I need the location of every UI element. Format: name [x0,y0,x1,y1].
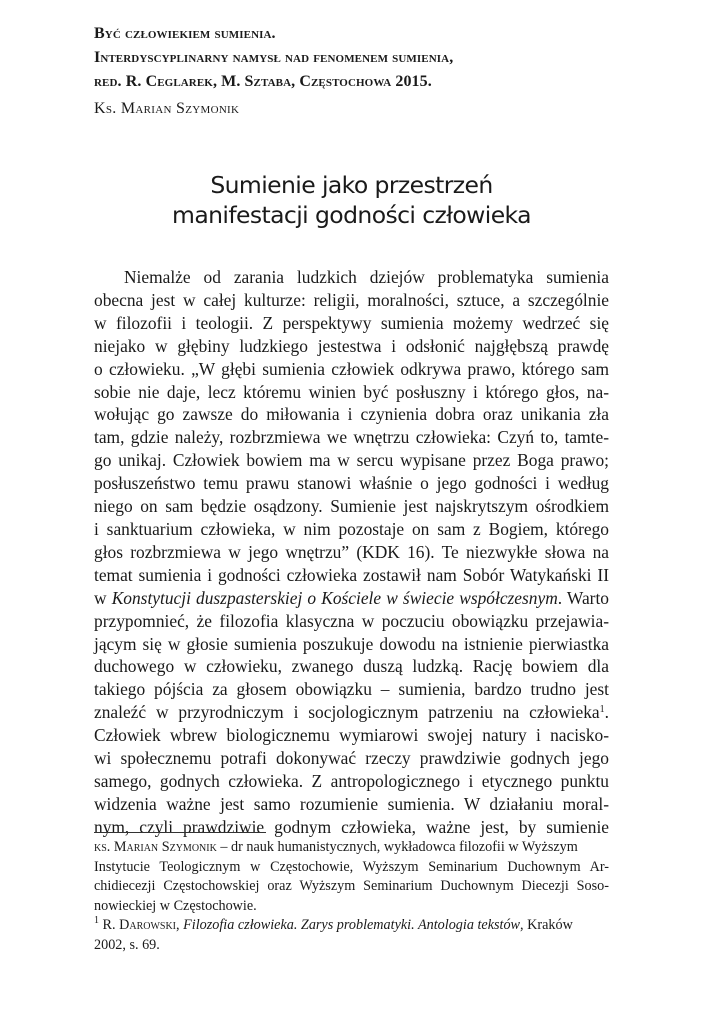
body-line: jącym się w głosie sumienia poszukuje dowodu na istnienie pierwiastka [94,633,609,654]
book-editors: red. R. Ceglarek, M. Sztaba, Częstochowa 2015. [94,73,432,90]
body-text-fragment: znaleźć w przyrodniczym i socjologicznym patrzeniu na człowieka [94,702,600,723]
body-line: takiego pójścia za głosem obowiązku – sumienia, bardzo trudno jest [94,679,609,700]
title-line-2: manifestacji godności człowieka [172,201,531,229]
footnotes [94,838,609,955]
author-note-text: – dr nauk humanistycznych, wykładowca filozofii w Wyższym [216,839,578,855]
title-line-1: Sumienie jako przestrzeń [210,171,493,199]
body-line-footnote-ref [94,701,609,724]
body-line: i sanktuarium człowieka, w nim pozostaje on sam z Bogiem, którego [94,518,609,539]
article-title [94,170,609,230]
footnote-author: R. Darowski [98,917,177,933]
body-line: posłuszeństwo temu prawu stanowi właśnie o jego godności i według [94,473,609,494]
footnote-reference[interactable]: 1 [599,704,605,716]
book-header [94,22,609,120]
body-line-italic-title [94,587,609,610]
body-line: w filozofii i teologii. Z perspektywy sumienia możemy wedrzeć się [94,312,609,333]
footnote-text: , [176,917,184,933]
author-note-name: ks. Marian Szymonik [94,839,217,855]
body-line: obecna jest w całej kulturze: religii, moralności, sztuce, a szczególnie [94,289,609,310]
body-line: widzenia ważne jest samo rozumienie sumienia. W działaniu moral- [94,793,609,814]
body-line: wołując go zawsze do miłowania i czynienia dobra oraz unikania zła [94,404,609,425]
body-text-fragment: w [94,587,112,608]
body-line: niego on sam będzie osądzony. Sumienie jest najskrytszym ośrodkiem [94,496,609,517]
body-line: nym, czyli prawdziwie godnym człowieka, ważne jest, by sumienie [94,816,609,837]
footnote-divider [94,832,266,833]
author-note-line [94,838,609,858]
body-line: głos rozbrzmiewa w jego wnętrzu” (KDK 16). Te niezwykłe słowa na [94,541,609,562]
document-title-italic: Konstytucji duszpasterskiej o Kościele w świecie współczesnym [111,587,558,608]
body-line: Niemalże od zarania ludzkich dziejów problematyka sumienia [124,267,609,287]
body-line: niejako w głębiny ludzkiego jestestwa i odsłonić najgłębszą prawdę [94,335,609,356]
footnote-marker: 1 [94,915,99,926]
footnote-text: , Kraków [520,917,573,933]
author-note-line: Instytucie Teologicznym w Częstochowie, Wyższym Seminarium Duchownym Ar- [94,858,609,875]
book-subtitle: Interdyscyplinarny namysł nad fenomenem sumienia, [94,49,454,66]
article-author: Ks. Marian Szymonik [94,100,240,117]
body-line: go unikaj. Człowiek bowiem ma w sercu wypisane przez Boga prawo; [94,450,609,471]
footnote-1 [94,916,609,936]
body-line: wi społecznemu potrafi dokonywać rzeczy prawdziwie godnych jego [94,748,609,769]
footnote-1-line-2: 2002, s. 69. [94,936,160,953]
author-note-line: nowieckiej w Częstochowie. [94,897,257,914]
author-note-line: chidiecezji Częstochowskiej oraz Wyższym Seminarium Duchownym Diecezji Soso- [94,878,609,894]
footnote-book-title: Filozofia człowieka. Zarys problematyki. Antologia tekstów [183,917,521,933]
body-line: o człowieku. „W głębi sumienia człowiek odkrywa prawo, którego sam [94,358,609,379]
body-line: Człowiek wbrew biologicznemu wymiarowi swojej natury i nacisko- [94,725,609,746]
body-line: duchowego w człowieku, zwanego duszą ludzką. Rację bowiem dla [94,656,609,677]
body-text-fragment: . [604,702,609,723]
body-text-fragment: . Warto [557,587,609,608]
body-line: samego, godnych człowieka. Z antropologicznego i etycznego punktu [94,770,609,791]
body-line: tam, gdzie należy, rozbrzmiewa we wnętrzu człowieka: Czyń to, tamte- [94,427,609,448]
body-line: sobie nie daje, lecz któremu winien być posłuszny i którego głos, na- [94,381,609,402]
body-paragraph [94,266,609,839]
body-line: temat sumienia i godności człowieka zostawił nam Sobór Watykański II [94,564,609,585]
body-line: przypomnieć, że filozofia klasyczna w poczuciu obowiązku przejawia- [94,610,609,631]
book-title: Być człowiekiem sumienia. [94,25,276,42]
